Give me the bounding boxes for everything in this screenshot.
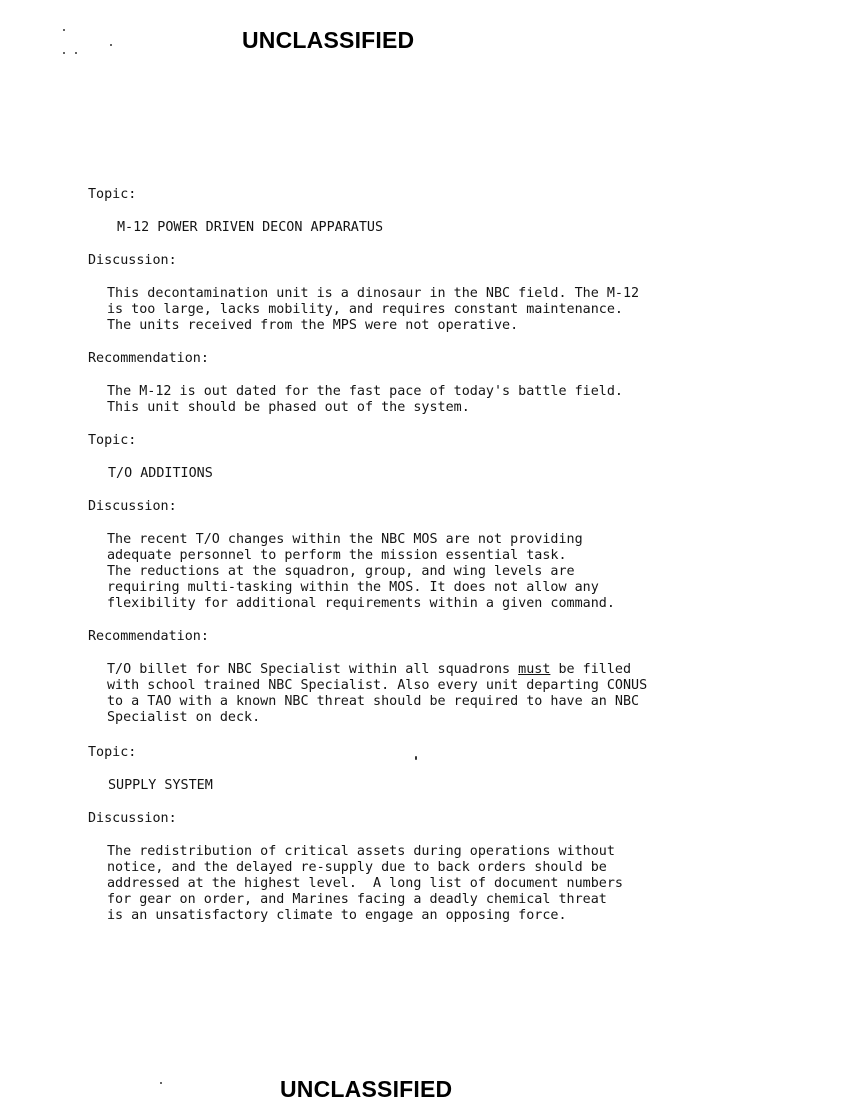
recommendation-text: be filled bbox=[550, 662, 632, 677]
discussion-line: flexibility for additional requirements within a given command. bbox=[107, 596, 615, 611]
discussion-line: notice, and the delayed re-supply due to back orders should be bbox=[107, 860, 607, 875]
classification-banner-top: UNCLASSIFIED bbox=[242, 27, 415, 53]
topic-heading: Topic: bbox=[88, 745, 137, 760]
topic-title: T/O ADDITIONS bbox=[108, 466, 213, 481]
discussion-heading: Discussion: bbox=[88, 811, 177, 826]
discussion-line: is too large, lacks mobility, and requires constant maintenance. bbox=[107, 302, 623, 317]
discussion-line: addressed at the highest level. A long list of document numbers bbox=[107, 876, 623, 891]
topic-title: M-12 POWER DRIVEN DECON APPARATUS bbox=[117, 220, 384, 235]
discussion-line: This decontamination unit is a dinosaur in the NBC field. The M-12 bbox=[107, 286, 640, 301]
discussion-line: requiring multi-tasking within the MOS. It does not allow any bbox=[107, 580, 599, 595]
discussion-heading: Discussion: bbox=[88, 253, 177, 268]
topic-heading: Topic: bbox=[88, 187, 137, 202]
recommendation-line bbox=[107, 662, 631, 678]
scan-speck bbox=[110, 44, 112, 46]
recommendation-line: to a TAO with a known NBC threat should be required to have an NBC bbox=[107, 694, 640, 709]
scan-speck bbox=[63, 29, 65, 31]
classification-banner-bottom: UNCLASSIFIED bbox=[280, 1076, 453, 1102]
discussion-line: adequate personnel to perform the mission essential task. bbox=[107, 548, 567, 563]
recommendation-line: Specialist on deck. bbox=[107, 710, 261, 725]
recommendation-line: This unit should be phased out of the system. bbox=[107, 400, 470, 415]
recommendation-line: with school trained NBC Specialist. Also every unit departing CONUS bbox=[107, 678, 648, 693]
discussion-line: The redistribution of critical assets during operations without bbox=[107, 844, 615, 859]
topic-heading: Topic: bbox=[88, 433, 137, 448]
discussion-line: The units received from the MPS were not operative. bbox=[107, 318, 519, 333]
scan-speck bbox=[160, 1082, 162, 1084]
recommendation-text: T/O billet for NBC Specialist within all squadrons bbox=[107, 662, 519, 677]
discussion-line: is an unsatisfactory climate to engage an opposing force. bbox=[107, 908, 567, 923]
emphasis-must: must bbox=[518, 662, 551, 677]
discussion-line: The reductions at the squadron, group, and wing levels are bbox=[107, 564, 575, 579]
scan-speck bbox=[63, 52, 65, 54]
recommendation-line: The M-12 is out dated for the fast pace of today's battle field. bbox=[107, 384, 623, 399]
discussion-line: for gear on order, and Marines facing a deadly chemical threat bbox=[107, 892, 607, 907]
topic-title: SUPPLY SYSTEM bbox=[108, 778, 213, 793]
recommendation-heading: Recommendation: bbox=[88, 629, 209, 644]
discussion-heading: Discussion: bbox=[88, 499, 177, 514]
scan-speck bbox=[75, 52, 77, 54]
scan-speck bbox=[415, 756, 417, 760]
discussion-line: The recent T/O changes within the NBC MOS are not providing bbox=[107, 532, 583, 547]
recommendation-heading: Recommendation: bbox=[88, 351, 209, 366]
